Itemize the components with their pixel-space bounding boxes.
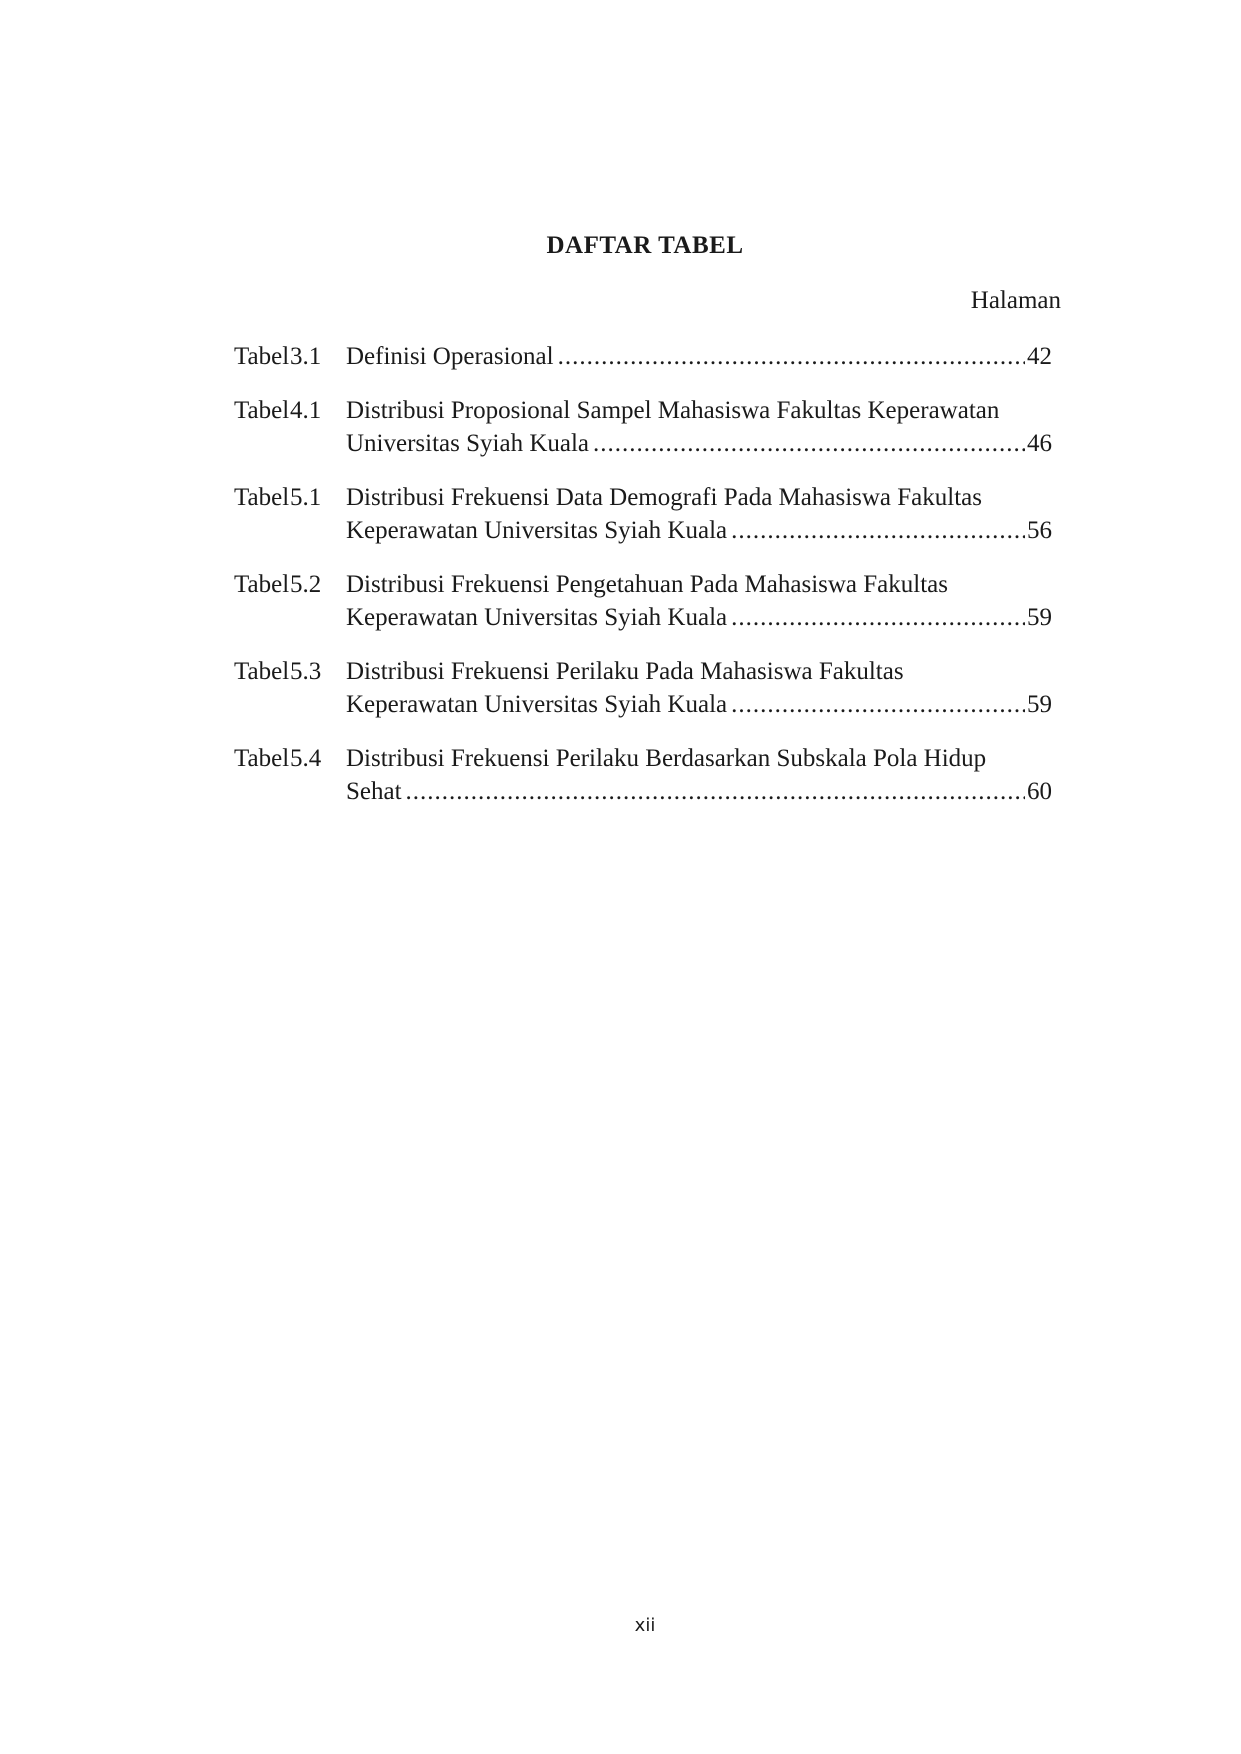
entry-body [346, 655, 1052, 721]
entry-title: Sehat [346, 778, 402, 805]
entry-label: Tabel [234, 658, 290, 685]
entry-body [346, 394, 1052, 460]
entry-last-line [346, 688, 1052, 721]
list-item [234, 481, 1052, 547]
entry-page-number: 60 [1027, 778, 1052, 805]
entry-title-line: Distribusi Frekuensi Perilaku Pada Mahasiswa Fakultas [346, 658, 904, 685]
entry-last-line [346, 340, 1052, 373]
entry-number: 4.1 [290, 397, 322, 424]
entry-number: 5.1 [290, 484, 322, 511]
entry-title: Universitas Syiah Kuala [346, 430, 590, 457]
page-column-header: Halaman [970, 287, 1061, 314]
entry-body [346, 340, 1052, 373]
table-list [234, 340, 1052, 829]
dot-leader [731, 601, 1025, 634]
entry-title: Keperawatan Universitas Syiah Kuala [346, 517, 728, 544]
entry-title-line: Distribusi Proposional Sampel Mahasiswa Fakultas Keperawatan [346, 397, 1000, 424]
entry-last-line [346, 601, 1052, 634]
entry-page-number: 46 [1027, 430, 1052, 457]
entry-label: Tabel [234, 571, 290, 598]
entry-label: Tabel [234, 484, 290, 511]
entry-last-line [346, 514, 1052, 547]
dot-leader [406, 775, 1025, 808]
entry-title-line: Distribusi Frekuensi Data Demografi Pada Mahasiswa Fakultas [346, 484, 982, 511]
entry-title: Definisi Operasional [346, 343, 554, 370]
dot-leader [593, 427, 1025, 460]
entry-last-line [346, 427, 1052, 460]
dot-leader [558, 340, 1025, 373]
list-item [234, 568, 1052, 634]
entry-body [346, 568, 1052, 634]
entry-number: 3.1 [290, 343, 322, 370]
entry-number: 5.2 [290, 571, 322, 598]
entry-label: Tabel [234, 397, 290, 424]
list-item [234, 655, 1052, 721]
entry-label: Tabel [234, 745, 290, 772]
entry-page-number: 56 [1027, 517, 1052, 544]
entry-title-line: Distribusi Frekuensi Pengetahuan Pada Mahasiswa Fakultas [346, 571, 948, 598]
dot-leader [731, 514, 1025, 547]
entry-title: Keperawatan Universitas Syiah Kuala [346, 691, 728, 718]
page-title: DAFTAR TABEL [546, 232, 744, 259]
entry-label: Tabel [234, 343, 290, 370]
footer-page-number: xii [634, 1615, 656, 1636]
list-item [234, 340, 1052, 373]
entry-title-line: Distribusi Frekuensi Perilaku Berdasarkan Subskala Pola Hidup [346, 745, 987, 772]
entry-title: Keperawatan Universitas Syiah Kuala [346, 604, 728, 631]
entry-last-line [346, 775, 1052, 808]
entry-body [346, 481, 1052, 547]
entry-number: 5.3 [290, 658, 322, 685]
list-item [234, 394, 1052, 460]
entry-number: 5.4 [290, 745, 322, 772]
dot-leader [731, 688, 1025, 721]
entry-page-number: 59 [1027, 604, 1052, 631]
list-item [234, 742, 1052, 808]
entry-body [346, 742, 1052, 808]
entry-page-number: 59 [1027, 691, 1052, 718]
entry-page-number: 42 [1027, 343, 1052, 370]
